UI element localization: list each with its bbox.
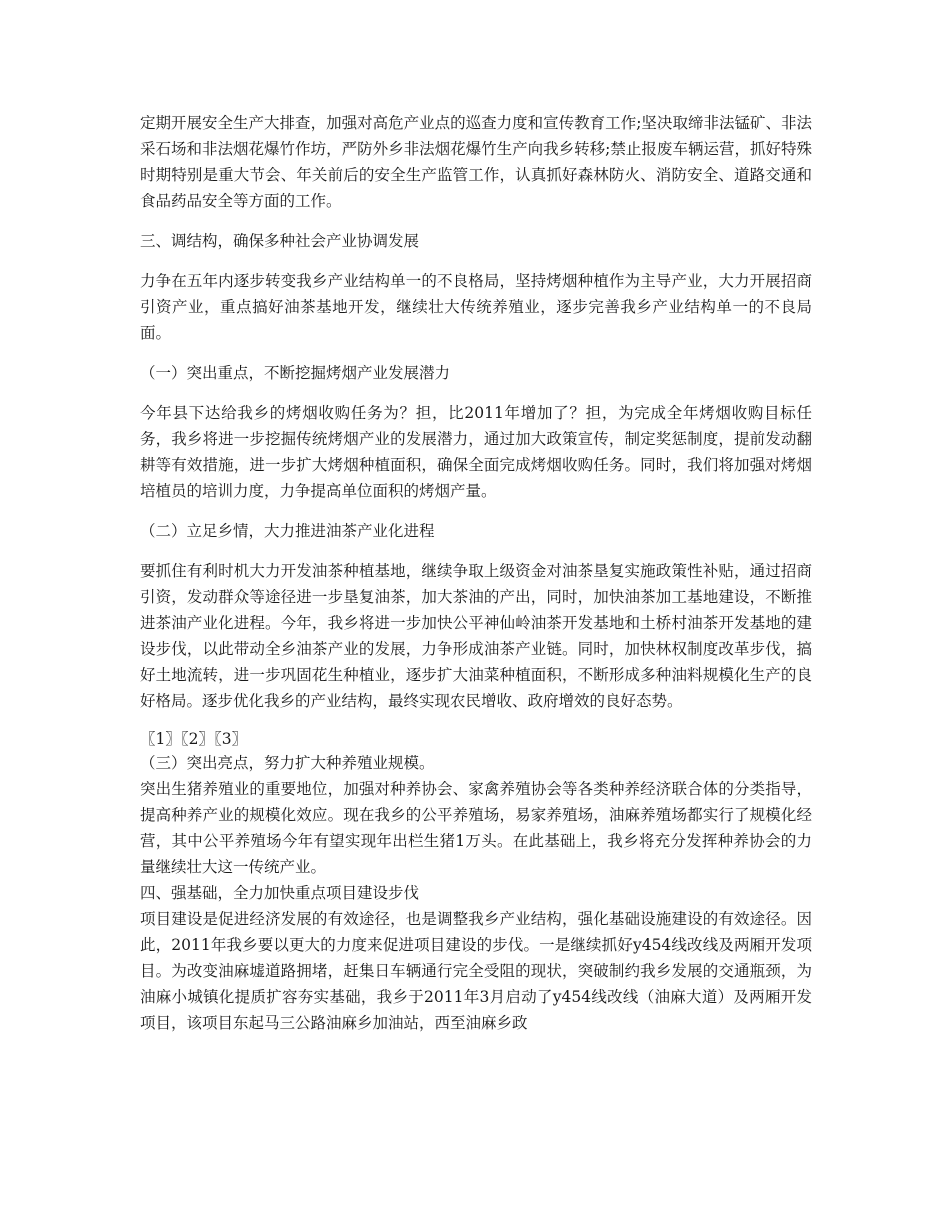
page-links: [140, 728, 812, 750]
paragraph-tobacco: 今年县下达给我乡的烤烟收购任务为？担，比2011年增加了？担，为完成全年烤烟收购目标任务，我乡将进一步挖掘传统烤烟产业的发展潜力，通过加大政策宣传，制定奖惩制度，提前发动翻耕等有效措施，进一步扩大烤烟种植面积，确保全面完成烤烟收购任务。同时，我们将加强对烤烟培植员的培训力度，力争提高单位面积的烤烟产量。: [140, 404, 812, 500]
page-link-3[interactable]: 〖3〗: [214, 730, 248, 748]
paragraph-safety: 定期开展安全生产大排查，加强对高危产业点的巡查力度和宣传教育工作;坚决取缔非法锰矿、非法采石场和非法烟花爆竹作坊，严防外乡非法烟花爆竹生产向我乡转移;禁止报废车辆运营，抓好特殊时期特别是重大节会、年关前后的安全生产监管工作，认真抓好森林防火、消防安全、道路交通和食品药品安全等方面的工作。: [140, 114, 812, 210]
section-heading-3: 三、调结构，确保多种社会产业协调发展: [140, 232, 420, 250]
subsection-heading-2: （二）立足乡情，大力推进油茶产业化进程: [140, 522, 435, 540]
paragraph-projects: 项目建设是促进经济发展的有效途径，也是调整我乡产业结构，强化基础设施建设的有效途径。因此，2011年我乡要以更大的力度来促进项目建设的步伐。一是继续抓好y454线改线及两厢开发项目。为改变油麻墟道路拥堵，赶集日车辆通行完全受阻的现状，突破制约我乡发展的交通瓶颈，为油麻小城镇化提质扩容夯实基础，我乡于2011年3月启动了y454线改线（油麻大道）及两厢开发项目，该项目东起马三公路油麻乡加油站，西至油麻乡政: [140, 910, 812, 1032]
paragraph-oil-tea: 要抓住有利时机大力开发油茶种植基地，继续争取上级资金对油茶垦复实施政策性补贴，通过招商引资，发动群众等途径进一步垦复油茶，加大茶油的产出，同时，加快油茶加工基地建设，不断推进茶油产业化进程。今年，我乡将进一步加快公平神仙岭油茶开发基地和土桥村油茶开发基地的建设步伐，以此带动全乡油茶产业的发展，力争形成油茶产业链。同时，加快林权制度改革步伐，搞好土地流转，进一步巩固花生种植业，逐步扩大油菜种植面积，不断形成多种油料规模化生产的良好格局。逐步优化我乡的产业结构，最终实现农民增收、政府增效的良好态势。: [140, 562, 812, 710]
section-heading-4: 四、强基础，全力加快重点项目建设步伐: [140, 884, 420, 902]
page-link-2[interactable]: 〖2〗: [180, 730, 214, 748]
subsection-heading-3: （三）突出亮点，努力扩大种养殖业规模。: [140, 754, 435, 772]
subsection-heading-1: （一）突出重点，不断挖掘烤烟产业发展潜力: [140, 364, 451, 382]
page-link-1[interactable]: 〖1〗: [140, 730, 181, 748]
document-page: [140, 110, 812, 1036]
paragraph-livestock: 突出生猪养殖业的重要地位，加强对种养协会、家禽养殖协会等各类种养经济联合体的分类指导，提高种养产业的规模化效应。现在我乡的公平养殖场，易家养殖场，油麻养殖场都实行了规模化经营，其中公平养殖场今年有望实现年出栏生猪1万头。在此基础上，我乡将充分发挥种养协会的力量继续壮大这一传统产业。: [140, 780, 812, 876]
paragraph-structure: 力争在五年内逐步转变我乡产业结构单一的不良格局，坚持烤烟种植作为主导产业，大力开展招商引资产业，重点搞好油茶基地开发，继续壮大传统养殖业，逐步完善我乡产业结构单一的不良局面。: [140, 272, 812, 342]
